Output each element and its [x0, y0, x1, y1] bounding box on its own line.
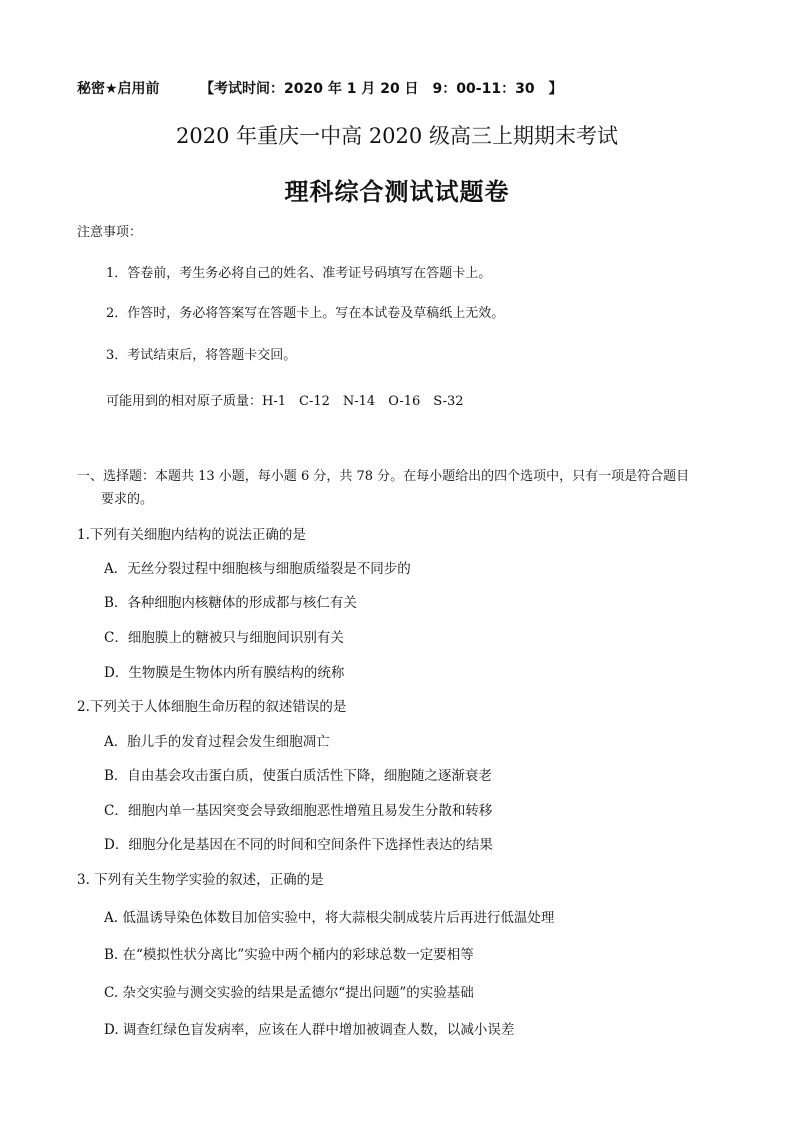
question-option: C. 杂交实验与测交实验的结果是孟德尔“提出问题”的实验基础: [104, 985, 474, 1001]
paper-title: 理科综合测试试题卷: [284, 178, 510, 206]
question-option: C．细胞内单一基因突变会导致细胞恶性增殖且易发生分散和转移: [104, 803, 493, 819]
exam-title: 2020 年重庆一中高 2020 级高三上期期末考试: [176, 124, 618, 148]
exam-time: 【考试时间：2020 年 1 月 20 日 9：00-11：30 】: [200, 81, 563, 97]
question-stem: 1.下列有关细胞内结构的说法正确的是: [77, 527, 306, 543]
question-option: D．细胞分化是基因在不同的时间和空间条件下选择性表达的结果: [104, 837, 493, 853]
question-option: B．自由基会攻击蛋白质，使蛋白质活性下降，细胞随之逐渐衰老: [104, 768, 492, 784]
question-option: B. 在“模拟性状分离比”实验中两个桶内的彩球总数一定要相等: [104, 947, 474, 963]
question-option: D．生物膜是生物体内所有膜结构的统称: [104, 665, 345, 681]
confidential-label: 秘密★启用前: [77, 81, 160, 97]
question-stem: 3. 下列有关生物学实验的叙述，正确的是: [77, 872, 324, 888]
note-item: 2．作答时，务必将答案写在答题卡上。写在本试卷及草稿纸上无效。: [106, 306, 505, 321]
section-heading-line1: 一、选择题：本题共 13 小题，每小题 6 分，共 78 分。在每小题给出的四个选项中，只有一项是符合题目: [77, 469, 690, 484]
question-option: B．各种细胞内核糖体的形成都与核仁有关: [104, 595, 357, 611]
question-option: A. 低温诱导染色体数目加倍实验中，将大蒜根尖制成装片后再进行低温处理: [104, 910, 555, 926]
atomic-masses: 可能用到的相对原子质量：H-1 C-12 N-14 O-16 S-32: [106, 394, 464, 409]
notes-heading: 注意事项：: [77, 225, 143, 240]
note-item: 3．考试结束后，将答题卡交回。: [106, 348, 297, 363]
note-item: 1．答卷前，考生务必将自己的姓名、准考证号码填写在答题卡上。: [106, 266, 492, 281]
section-heading: [77, 465, 727, 511]
question-option: C．细胞膜上的糖被只与细胞间识别有关: [104, 630, 344, 646]
question-option: A．胎儿手的发育过程会发生细胞凋亡: [104, 734, 330, 750]
question-option: A．无丝分裂过程中细胞核与细胞质缢裂是不同步的: [104, 561, 411, 577]
question-option: D. 调查红绿色盲发病率，应该在人群中增加被调查人数，以减小误差: [104, 1022, 515, 1038]
question-stem: 2.下列关于人体细胞生命历程的叙述错误的是: [77, 699, 347, 715]
section-heading-line2: 要求的。: [101, 492, 154, 507]
